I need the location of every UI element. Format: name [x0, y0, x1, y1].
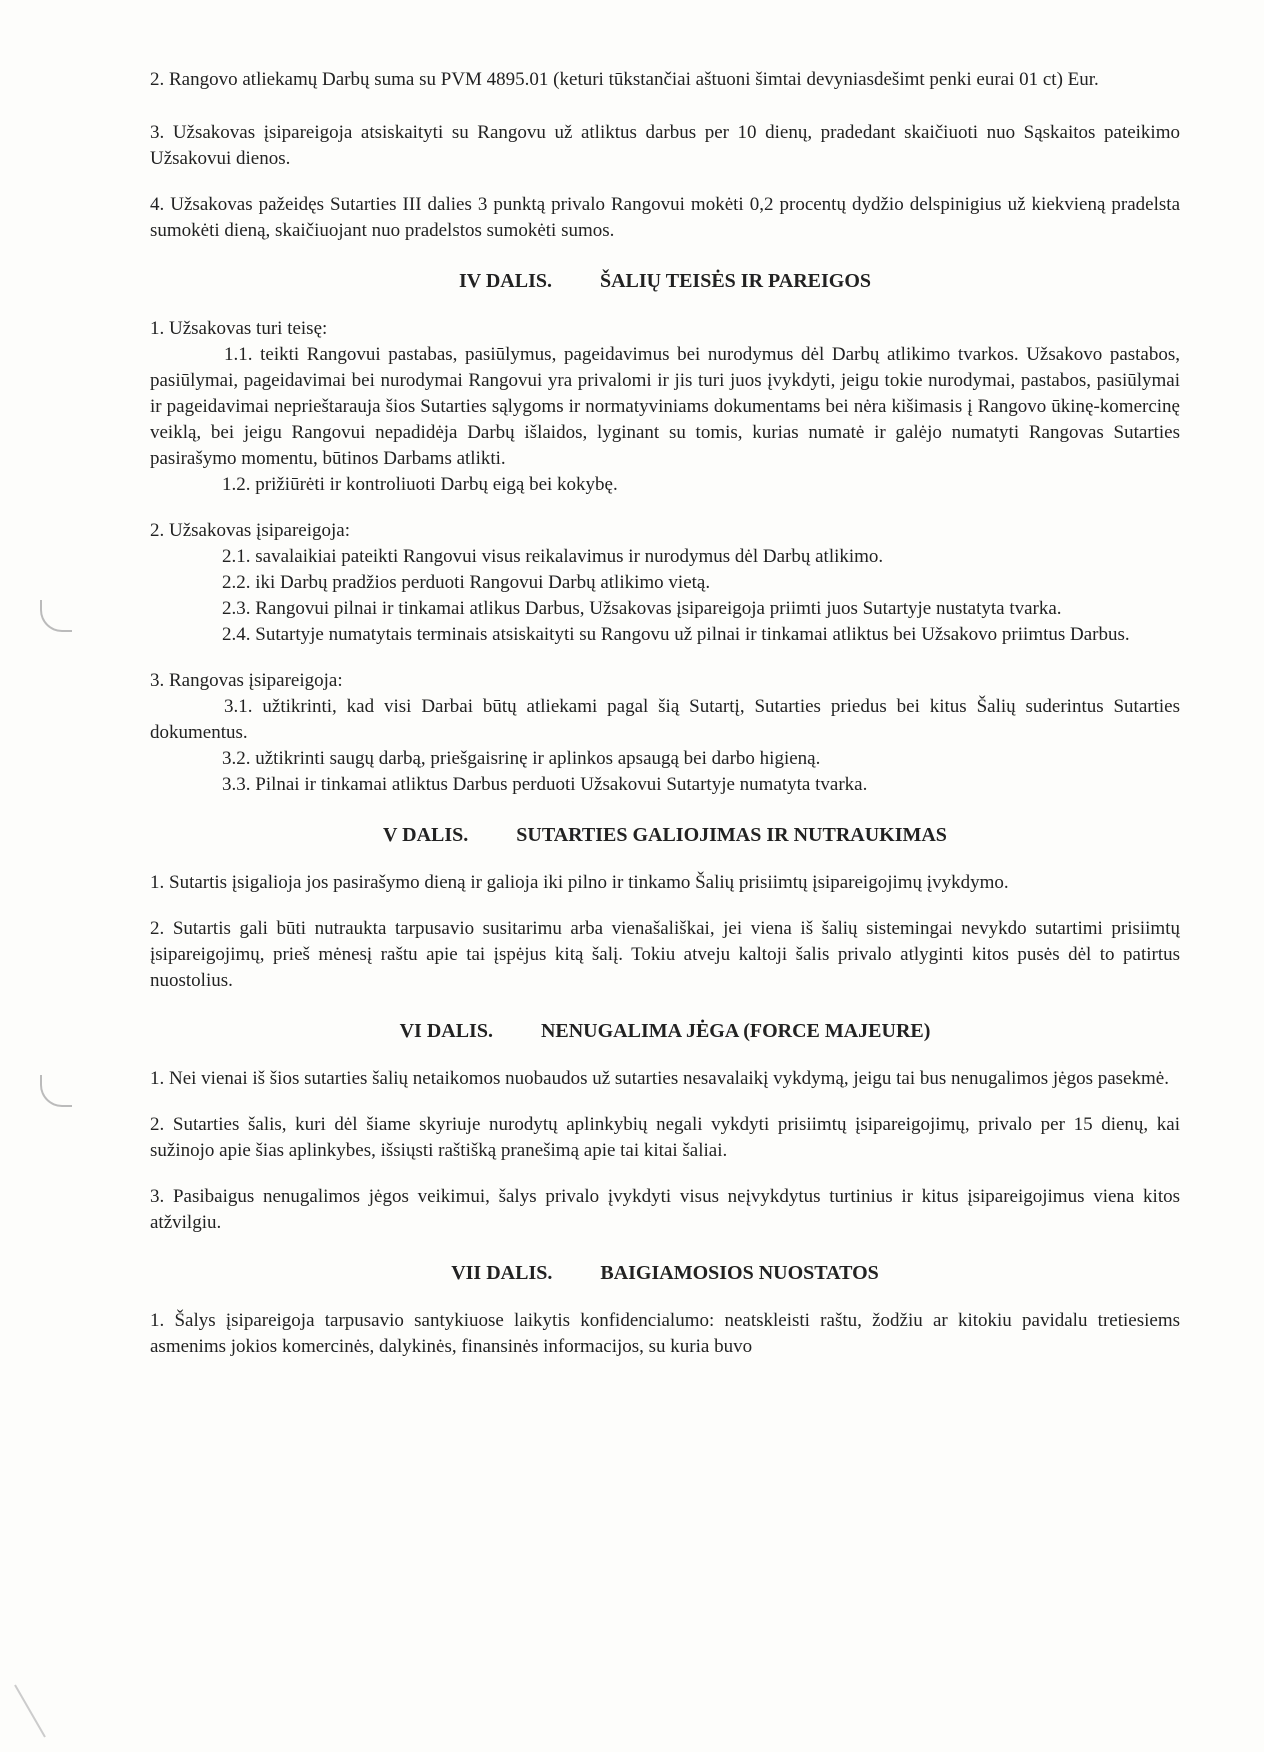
clause-4-1-2: 1.2. prižiūrėti ir kontroliuoti Darbų eigą bei kokybę.: [222, 474, 618, 495]
clause-4-2-3: 2.3. Rangovui pilnai ir tinkamai atlikus Darbus, Užsakovas įsipareigoja priimti juos Sutartyje nustatyta tvarka.: [222, 598, 1062, 619]
section-v-heading: [150, 822, 1180, 848]
clause-4-3-3: 3.3. Pilnai ir tinkamai atliktus Darbus perduoti Užsakovui Sutartyje numatyta tvarka.: [222, 774, 868, 795]
section-title: NENUGALIMA JĖGA (FORCE MAJEURE): [540, 1020, 931, 1042]
section-title: SUTARTIES GALIOJIMAS IR NUTRAUKIMAS: [516, 824, 947, 846]
clause-4-3-2: 3.2. užtikrinti saugų darbą, priešgaisrinę ir aplinkos apsaugą bei darbo higieną.: [222, 748, 821, 769]
clause-4-2-1: 2.1. savalaikiai pateikti Rangovui visus reikalavimus ir nurodymus dėl Darbų atlikimo.: [222, 546, 884, 567]
clause-4-1-1: 1.1. teikti Rangovui pastabas, pasiūlymus, pageidavimus bei nurodymus dėl Darbų atlikimo tvarkos. Užsakovo pastabos, pasiūlymai, pageidavimai bei nurodymai Rangovui yra privalomi ir jis turi juos įvykdyti, jeigu tokie nurodymai, pastabos, pasiūlymai ir pageidavimai neprieštarauja šios Sutarties sąlygoms ir normatyviniams dokumentams bei nėra kišimasis į Rangovo ūkinę-komercinę veiklą, bei jeigu Rangovui nepadidėja Darbų išlaidos, lyginant su tomis, kurias numatė ir galėjo numatyti Rangovas Sutarties pasirašymo momentu, būtinos Darbams atlikti.: [150, 344, 1180, 469]
clause-4-3-1: 3.1. užtikrinti, kad visi Darbai būtų atliekami pagal šią Sutartį, Sutarties priedus bei kitus Šalių suderintus Sutarties dokumentus.: [150, 696, 1180, 743]
section-number: VII DALIS.: [451, 1262, 553, 1284]
clause-4-2-4: 2.4. Sutartyje numatytais terminais atsiskaityti su Rangovu už pilnai ir tinkamai atliktus bei Užsakovo priimtus Darbus.: [222, 624, 1130, 645]
section-title: BAIGIAMOSIOS NUOSTATOS: [600, 1262, 879, 1284]
clause-4-2-2: 2.2. iki Darbų pradžios perduoti Rangovui Darbų atlikimo vietą.: [222, 572, 711, 593]
clause-5-2: 2. Sutartis gali būti nutraukta tarpusavio susitarimu arba vienašališkai, jei viena iš šalių sistemingai nevykdo sutartimi prisiimtų įsipareigojimų, prieš mėnesį raštu apie tai įspėjus kitą šalį. Tokiu atveju kaltoji šalis privalo atlyginti kitos pusės dėl to patirtus nuostolius.: [150, 918, 1180, 991]
clause-6-2: 2. Sutarties šalis, kuri dėl šiame skyriuje nurodytų aplinkybių negali vykdyti prisiimtų įsipareigojimų, privalo per 15 dienų, kai sužinojo apie šias aplinkybes, išsiųsti raštišką pranešimą apie tai kitai šaliai.: [150, 1114, 1180, 1161]
clause-6-1: 1. Nei vienai iš šios sutarties šalių netaikomos nuobaudos už sutarties nesavalaikį vykdymą, jeigu tai bus nenugalimos jėgos pasekmė.: [150, 1068, 1169, 1089]
clause-4-3: 3. Rangovas įsipareigoja:: [150, 670, 343, 691]
clause-7-1: 1. Šalys įsipareigoja tarpusavio santykiuose laikytis konfidencialumo: neatskleisti raštu, žodžiu ar kitokiu pavidalu tretiesiems asmenims jokios komercinės, dalykinės, finansinės informacijos, su kuria buvo: [150, 1310, 1180, 1357]
section-number: VI DALIS.: [399, 1020, 493, 1042]
section-number: V DALIS.: [383, 824, 469, 846]
document-page: [150, 60, 1180, 1360]
clause-4-1: 1. Užsakovas turi teisę:: [150, 318, 328, 339]
clause-3-3: 3. Užsakovas įsipareigoja atsiskaityti su Rangovu už atliktus darbus per 10 dienų, pradedant skaičiuoti nuo Sąskaitos pateikimo Užsakovui dienos.: [150, 122, 1180, 169]
punch-hole-bottom: [40, 1075, 72, 1107]
section-iv-heading: [150, 268, 1180, 294]
section-vi-heading: [150, 1018, 1180, 1044]
clause-3-4: 4. Užsakovas pažeidęs Sutarties III dalies 3 punktą privalo Rangovui mokėti 0,2 procentų dydžio delspinigius už kiekvieną pradelsta sumokėti dieną, skaičiuojant nuo pradelstos sumokėti sumos.: [150, 194, 1180, 241]
clause-3-2: 2. Rangovo atliekamų Darbų suma su PVM 4895.01 (keturi tūkstančiai aštuoni šimtai devyniasdešimt penki eurai 01 ct) Eur.: [150, 69, 1099, 90]
clause-4-2: 2. Užsakovas įsipareigoja:: [150, 520, 350, 541]
section-number: IV DALIS.: [458, 270, 552, 292]
section-title: ŠALIŲ TEISĖS IR PAREIGOS: [599, 270, 872, 292]
clause-6-3: 3. Pasibaigus nenugalimos jėgos veikimui, šalys privalo įvykdyti visus neįvykdytus turtinius ir kitus įsipareigojimus viena kitos atžvilgiu.: [150, 1186, 1180, 1233]
scan-mark: [14, 1685, 46, 1738]
clause-5-1: 1. Sutartis įsigalioja jos pasirašymo dieną ir galioja iki pilno ir tinkamo Šalių prisiimtų įsipareigojimų įvykdymo.: [150, 872, 1009, 893]
section-vii-heading: [150, 1260, 1180, 1286]
punch-hole-top: [40, 600, 72, 632]
